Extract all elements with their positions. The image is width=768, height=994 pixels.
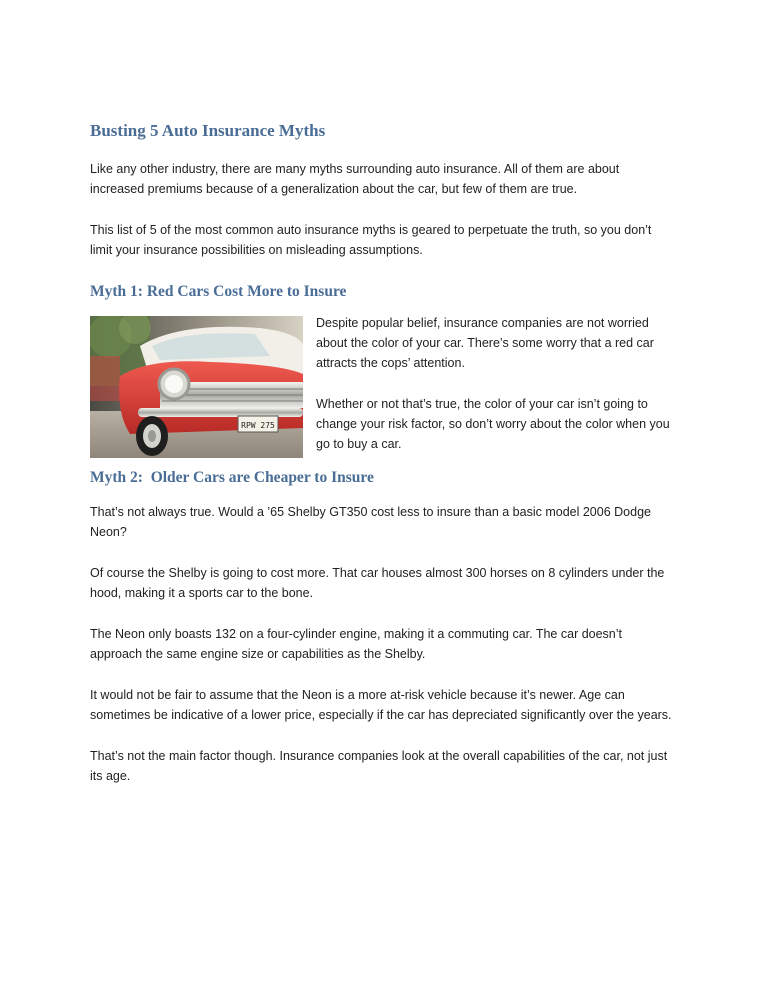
- myth2-paragraph: It would not be fair to assume that the Neon is a more at-risk vehicle because it’s newer. Age can sometimes be indicative of a lower price, especially if the car has depreciated significantly over the years.: [90, 688, 672, 722]
- myth2-paragraph: That’s not the main factor though. Insurance companies look at the overall capabilities of the car, not just its age.: [90, 749, 668, 783]
- article-body: [90, 118, 675, 807]
- myth1-heading: Myth 1: Red Cars Cost More to Insure: [90, 283, 347, 300]
- intro-paragraph: This list of 5 of the most common auto insurance myths is geared to perpetuate the truth, so you don’t limit your insurance possibilities on misleading assumptions.: [90, 223, 652, 257]
- article-title: Busting 5 Auto Insurance Myths: [90, 121, 326, 140]
- myth1-paragraph: Despite popular belief, insurance companies are not worried about the color of your car. There’s some worry that a red car attracts the cops’ attention.: [316, 316, 654, 370]
- myth2-paragraph: Of course the Shelby is going to cost more. That car houses almost 300 horses on 8 cylinders under the hood, making it a sports car to the bone.: [90, 566, 665, 600]
- red-classic-car-photo: [90, 316, 303, 458]
- myth2-heading: Myth 2: Older Cars are Cheaper to Insure: [90, 469, 374, 486]
- myth2-paragraph: The Neon only boasts 132 on a four-cylinder engine, making it a commuting car. The car doesn’t approach the same engine size or capabilities as the Shelby.: [90, 627, 623, 661]
- intro-paragraph: Like any other industry, there are many myths surrounding auto insurance. All of them are about increased premiums because of a generalization about the car, but few of them are true.: [90, 162, 620, 196]
- myth2-paragraph: That’s not always true. Would a ’65 Shelby GT350 cost less to insure than a basic model 2006 Dodge Neon?: [90, 505, 651, 539]
- myth1-paragraph: Whether or not that’s true, the color of your car isn’t going to change your risk factor, so don’t worry about the color when you go to buy a car.: [316, 397, 670, 451]
- myth1-section: [90, 316, 675, 458]
- license-plate-text: RPW 275: [241, 421, 275, 430]
- myth1-text: [316, 313, 671, 458]
